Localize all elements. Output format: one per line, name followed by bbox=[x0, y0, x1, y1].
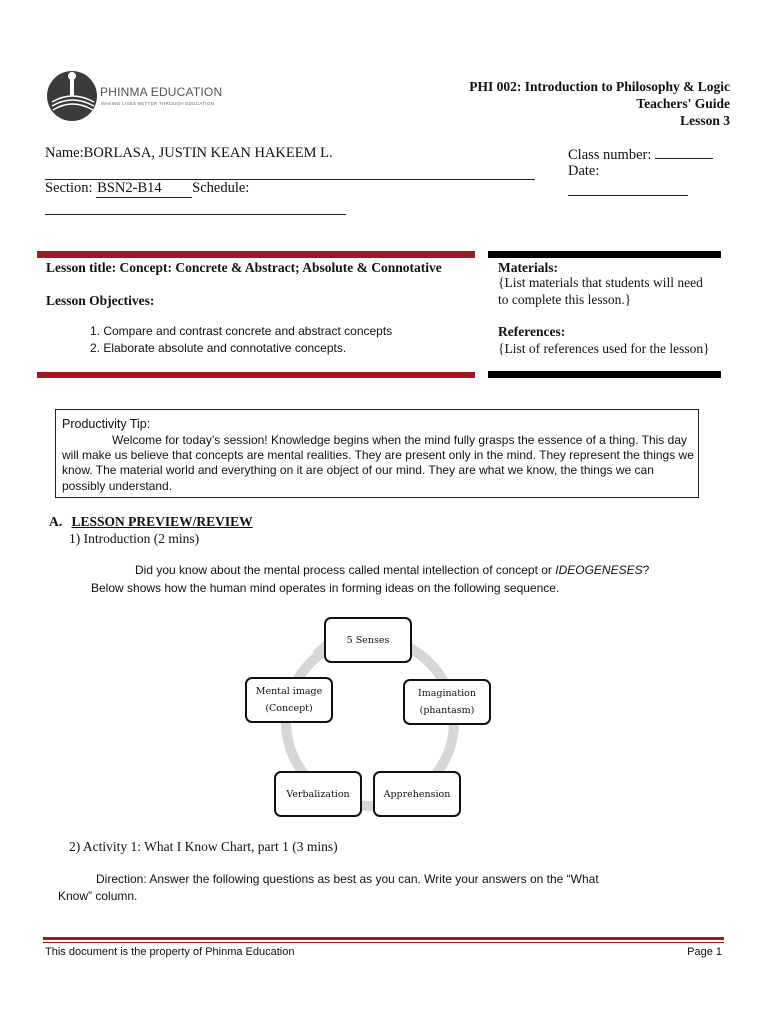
guide-title: Teachers' Guide bbox=[636, 96, 730, 111]
node-label: Verbalization bbox=[286, 788, 350, 800]
footer-page-number: Page 1 bbox=[687, 946, 722, 958]
section-label: Section: bbox=[45, 180, 93, 196]
class-number-blank bbox=[655, 146, 713, 159]
ideogeneses-term: IDEOGENESES bbox=[555, 563, 643, 577]
phinma-logo bbox=[44, 66, 224, 126]
objectives-list bbox=[90, 324, 392, 358]
lesson-top-red-bar bbox=[37, 251, 475, 258]
tip-title: Productivity Tip: bbox=[62, 417, 151, 431]
node-label: Imagination bbox=[417, 688, 477, 699]
node-mental-image bbox=[245, 677, 333, 723]
date-label: Date: bbox=[568, 163, 600, 179]
lesson-bottom-red-bar bbox=[37, 372, 475, 378]
activity-item: 2) Activity 1: What I Know Chart, part 1 (3 mins) bbox=[69, 839, 338, 854]
name-label: Name: bbox=[45, 145, 84, 161]
materials-label: Materials: bbox=[498, 260, 558, 275]
introduction-item: 1) Introduction (2 mins) bbox=[69, 531, 200, 546]
references-label: References: bbox=[498, 324, 566, 339]
tip-text: Welcome for today’s session! Knowledge begins when the mind fully grasps the essence of a thing. This day will make us believe that concepts are mental realities. They are present only in the mind. They represent the things we know. The material world and everything on it are object of our mind. They are what we know, the things we can possibly understand. bbox=[62, 433, 694, 493]
intro-paragraph-line2: Below shows how the human mind operates in forming ideas on the following sequence. bbox=[91, 581, 560, 595]
direction-line1: Direction: Answer the following questions as best as you can. Write your answers on the “What bbox=[96, 872, 599, 886]
section-a-title: LESSON PREVIEW/REVIEW bbox=[71, 514, 253, 529]
node-sublabel: (Concept) bbox=[265, 703, 313, 714]
node-sublabel: (phantasm) bbox=[419, 705, 475, 716]
section-a-letter: A. bbox=[49, 514, 63, 529]
node-verbalization bbox=[274, 771, 362, 817]
direction-line2: Know” column. bbox=[58, 889, 138, 903]
date-underline bbox=[568, 195, 688, 196]
references-text: {List of references used for the lesson} bbox=[498, 341, 710, 356]
objectives-label: Lesson Objectives: bbox=[46, 293, 155, 308]
section-field bbox=[45, 180, 249, 198]
lesson-title: Lesson title: Concept: Concrete & Abstract; Absolute & Connotative bbox=[46, 260, 442, 275]
schedule-label: Schedule: bbox=[192, 180, 250, 196]
name-value: BORLASA, JUSTIN KEAN HAKEEM L. bbox=[83, 145, 333, 161]
phinma-logo-icon bbox=[44, 66, 100, 126]
class-number-label: Class number: bbox=[568, 147, 652, 163]
intro-question-mark: ? bbox=[642, 563, 650, 577]
node-label: 5 Senses bbox=[346, 634, 390, 646]
class-number-field bbox=[568, 146, 713, 164]
lesson-number: Lesson 3 bbox=[680, 113, 730, 128]
intro-paragraph-line1 bbox=[135, 563, 649, 577]
materials-text-line2: to complete this lesson.} bbox=[498, 292, 632, 307]
footer-ownership: This document is the property of Phinma Education bbox=[45, 946, 295, 958]
logo-tagline: MAKING LIVES BETTER THROUGH EDUCATION bbox=[101, 101, 215, 106]
footer-thin-line bbox=[43, 942, 724, 943]
ideogenesis-cycle-diagram bbox=[240, 612, 510, 832]
node-apprehension bbox=[373, 771, 461, 817]
objective-item: 2. Elaborate absolute and connotative concepts. bbox=[90, 341, 347, 355]
footer-red-line bbox=[43, 937, 724, 940]
name-field bbox=[45, 145, 333, 162]
node-imagination bbox=[403, 679, 491, 725]
objective-item: 1. Compare and contrast concrete and abstract concepts bbox=[90, 324, 393, 338]
materials-bottom-black-bar bbox=[488, 371, 721, 378]
section-a-heading bbox=[49, 514, 253, 530]
schedule-underline bbox=[45, 214, 346, 215]
section-value: BSN2-B14 bbox=[96, 180, 192, 198]
node-label: Mental image bbox=[255, 686, 323, 697]
logo-brand-text: PHINMA EDUCATION bbox=[100, 85, 223, 99]
materials-top-black-bar bbox=[488, 251, 721, 258]
materials-text-line1: {List materials that students will need bbox=[498, 275, 703, 290]
node-5-senses bbox=[324, 617, 412, 663]
productivity-tip-box bbox=[55, 409, 699, 498]
node-label: Apprehension bbox=[383, 788, 451, 800]
intro-text: Did you know about the mental process called mental intellection of concept or bbox=[135, 563, 556, 577]
course-title: PHI 002: Introduction to Philosophy & Logic bbox=[469, 79, 730, 94]
